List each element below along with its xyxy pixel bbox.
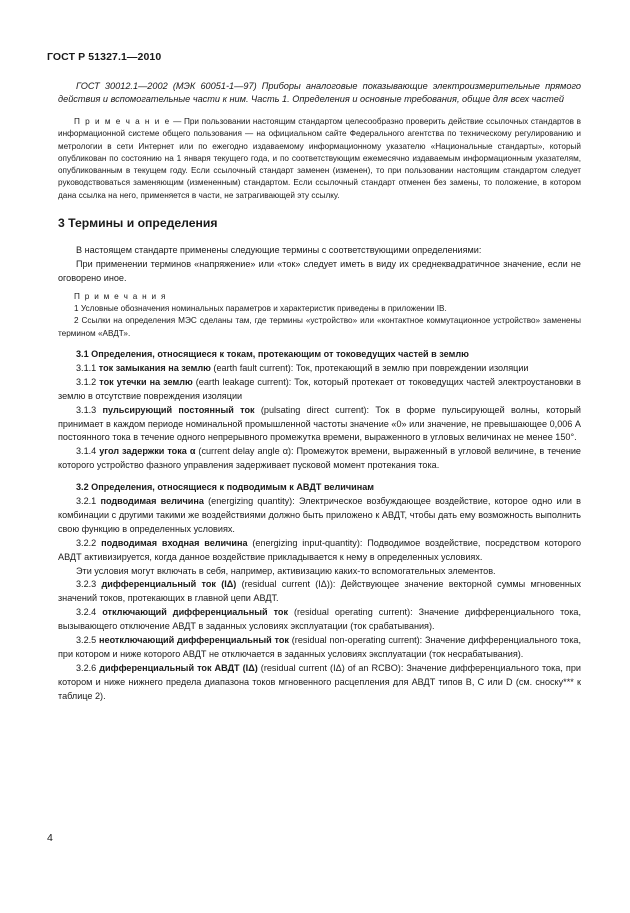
definition-text: (earth fault current): Ток, протекающий в землю при повреждении изоляции [210, 362, 529, 373]
note-label: П р и м е ч а н и е [74, 117, 171, 126]
document-header: ГОСТ Р 51327.1—2010 [47, 51, 162, 63]
term: дифференциальный ток АВДТ (IΔ) [99, 662, 258, 673]
document-body [58, 80, 581, 704]
definition-3-1-3 [58, 404, 581, 446]
reference-note [58, 116, 581, 202]
clause-number: 3.2.5 [76, 635, 100, 646]
definition-text: (energizing quantity): Электрическое возбуждающее воздействие, которое одно или в комбинации с другими такими же воздействиями должно быть приложено к АВДТ, чтобы дать ему возможность выполнить свою функцию в определенных условиях. [58, 496, 581, 534]
term: дифференциальный ток (IΔ) [101, 579, 237, 590]
definition-3-2-2-extra: Эти условия могут включать в себя, например, активизацию каких-то вспомогательных элементов. [76, 565, 496, 576]
term: ток утечки на землю [99, 376, 193, 387]
clause-number: 3.2.4 [76, 607, 103, 618]
clause-number: 3.2.6 [76, 662, 100, 673]
note-text: — При пользовании настоящим стандартом целесообразно проверить действие ссылочных стандартов в информационной системе общего пользования — на официальном сайте Федерального агентства по техническому регулированию и метрологии в сети Интернет или по ежегодно издаваемому информационному указателю «Национальные стандарты», который опубликован по состоянию на 1 января текущего года, и по соответствующим ежемесячно издаваемым информационным указателям, опубликованным в текущем году. Если ссылочный стандарт заменен (изменен), то при пользовании настоящим стандартом следует руководствоваться заменяющим (измененным) стандартом. Если ссылочный стандарт отменен без замены, то положение, в котором дана ссылка на него, применяется в части, не затрагивающей эту ссылку. [58, 117, 581, 200]
definition-text: (residual operating current): Значение дифференциального тока, вызывающего отключение АВДТ в заданных условиях эксплуатации (ток срабатывания). [58, 607, 581, 632]
term: ток замыкания на землю [98, 362, 211, 373]
term: неотключающий дифференциальный ток [99, 635, 289, 646]
intro-paragraph-2: При применении терминов «напряжение» или «ток» следует иметь в виду их среднеквадратичное значение, если не оговорено иное. [58, 258, 581, 283]
subsection-3-1-title: 3.1 Определения, относящиеся к токам, протекающим от токоведущих частей в землю [76, 348, 469, 359]
definition-3-2-5 [58, 634, 581, 662]
notes-label: П р и м е ч а н и я [74, 291, 167, 301]
clause-number: 3.1.2 [76, 376, 100, 387]
term: подводимая величина [100, 496, 204, 507]
clause-number: 3.2.1 [76, 496, 101, 507]
clause-number: 3.1.4 [76, 446, 100, 457]
definition-text: (earth leakage current): Ток, который протекает от токоведущих частей электроустановки в землю в отсутствие повреждения изоляции [58, 376, 581, 401]
definition-3-1-4 [58, 445, 581, 473]
clause-number: 3.1.3 [76, 404, 103, 415]
definition-3-2-1 [58, 495, 581, 537]
definition-3-2-2 [58, 537, 581, 565]
definition-3-1-1 [58, 362, 581, 376]
term: пульсирующий постоянный ток [102, 404, 255, 415]
section-title: 3 Термины и определения [58, 216, 218, 231]
definition-3-2-3 [58, 578, 581, 606]
page-number: 4 [47, 832, 53, 844]
note-2: 2 Ссылки на определения МЭС сделаны там, где термины «устройство» или «контактное коммутационное устройство» заменены термином «АВДТ». [58, 316, 581, 338]
clause-number: 3.1.1 [76, 362, 99, 373]
definition-3-1-2 [58, 376, 581, 404]
definition-text: (residual non-operating current): Значение дифференциального тока, при котором и ниже которого АВДТ не отключается в заданных условиях эксплуатации (ток несрабатывания). [58, 635, 581, 660]
clause-number: 3.2.2 [76, 537, 102, 548]
term: подводимая входная величина [101, 537, 248, 548]
clause-number: 3.2.3 [76, 579, 102, 590]
definition-text: (pulsating direct current): Ток в форме пульсирующей волны, который принимает в каждом периоде номинальной промышленной частоты значение «0» или значение, не превышающее 0,006 А постоянного тока в течение одного непрерывного промежутка времени, выраженного в угловых величинах не менее 150°. [58, 404, 582, 443]
intro-paragraph-1: В настоящем стандарте применены следующие термины с соответствующими определениями: [76, 245, 482, 256]
definition-text: (residual current (IΔ)): Действующее значение векторной суммы мгновенных значений токов, протекающих в главной цепи АВДТ. [58, 579, 582, 604]
subsection-3-2-title: 3.2 Определения, относящиеся к подводимым к АВДТ величинам [76, 482, 374, 493]
definition-text: (residual current (IΔ) of an RCBO): Значение дифференциального тока, при котором и ниже нижнего предела диапазона токов мгновенного расцепления для АВДТ типов B, C или D (см. сноску*** к таблице 2). [58, 662, 581, 701]
term: угол задержки тока α [99, 446, 196, 457]
definition-text: (current delay angle α): Промежуток времени, выраженный в угловой величине, в течение которого устройство фазного управления задерживает пусковой момент протекания тока. [58, 446, 581, 471]
definition-3-2-4 [58, 606, 581, 634]
definition-text: (energizing input-quantity): Подводимое воздействие, посредством которого АВДТ активизируется, когда данное воздействие прикладывается к нему в определенных условиях. [58, 537, 581, 562]
definition-3-2-6 [58, 662, 581, 704]
note-1: 1 Условные обозначения номинальных параметров и характеристик приведены в приложении IB. [74, 304, 447, 314]
term: отключающий дифференциальный ток [102, 607, 289, 618]
reference-gost-30012: ГОСТ 30012.1—2002 (МЭК 60051-1—97) Приборы аналоговые показывающие электроизмерительные прямого действия и вспомогательные части к ним. Часть 1. Определения и основные требования, общие для всех частей [58, 81, 581, 104]
